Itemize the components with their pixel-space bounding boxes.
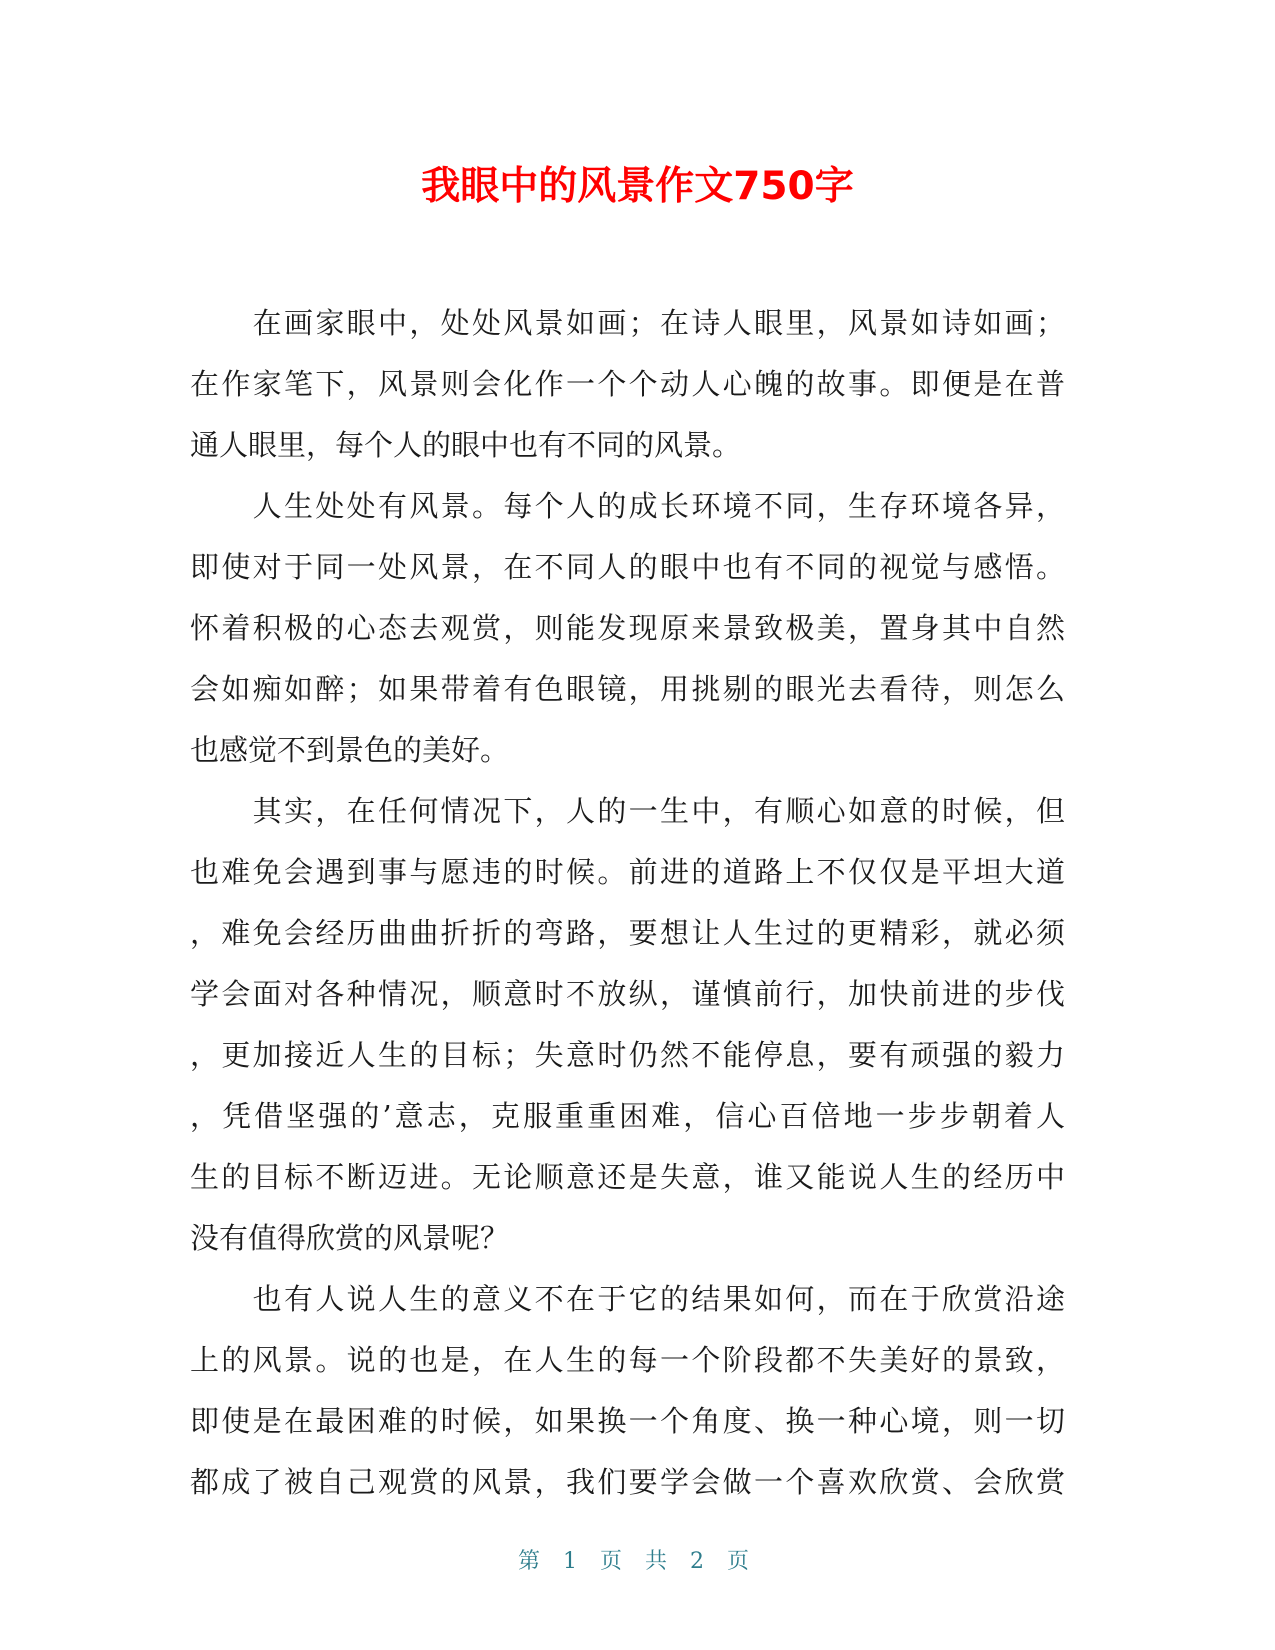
text-line: 也有人说人生的意义不在于它的结果如何，而在于欣赏沿途 [190,1282,1065,1316]
text-line: ，凭借坚强的’意志，克服重重困难，信心百倍地一步步朝着人 [190,1099,1065,1133]
paragraph-2 [190,476,1065,781]
text-line: 上的风景。说的也是，在人生的每一个阶段都不失美好的景致， [190,1343,1065,1377]
text-line: 其实，在任何情况下，人的一生中，有顺心如意的时候，但 [190,794,1065,828]
text-line: 在作家笔下，风景则会化作一个个动人心魄的故事。即便是在普 [190,367,1065,401]
text-line: ，更加接近人生的目标；失意时仍然不能停息，要有顽强的毅力 [190,1038,1065,1072]
text-line: 通人眼里，每个人的眼中也有不同的风景。 [190,428,742,462]
document-title: 我眼中的风景作文750字 [421,164,854,209]
text-line: ，难免会经历曲曲折折的弯路，要想让人生过的更精彩，就必须 [190,916,1065,950]
text-line: 人生处处有风景。每个人的成长环境不同，生存环境各异， [190,489,1065,523]
text-line: 也感觉不到景色的美好。 [190,733,510,767]
text-line: 即使是在最困难的时候，如果换一个角度、换一种心境，则一切 [190,1404,1065,1438]
text-line: 生的目标不断迈进。无论顺意还是失意，谁又能说人生的经历中 [190,1160,1065,1194]
text-line: 学会面对各种情况，顺意时不放纵，谨慎前行，加快前进的步伐 [190,977,1065,1011]
text-line: 即使对于同一处风景，在不同人的眼中也有不同的视觉与感悟。 [190,550,1065,584]
text-line: 也难免会遇到事与愿违的时候。前进的道路上不仅仅是平坦大道 [190,855,1065,889]
text-line: 都成了被自己观赏的风景，我们要学会做一个喜欢欣赏、会欣赏 [190,1465,1065,1499]
document-body [190,293,1065,1513]
paragraph-3 [190,781,1065,1269]
text-line: 在画家眼中，处处风景如画；在诗人眼里，风景如诗如画； [190,306,1065,340]
text-line: 怀着积极的心态去观赏，则能发现原来景致极美，置身其中自然 [190,611,1065,645]
paragraph-1 [190,293,1065,476]
text-line: 会如痴如醉；如果带着有色眼镜，用挑剔的眼光去看待，则怎么 [190,672,1065,706]
text-line: 没有值得欣赏的风景呢？ [190,1221,510,1255]
paragraph-4 [190,1269,1065,1513]
page-footer: 第 1 页 共 2 页 [518,1549,757,1574]
